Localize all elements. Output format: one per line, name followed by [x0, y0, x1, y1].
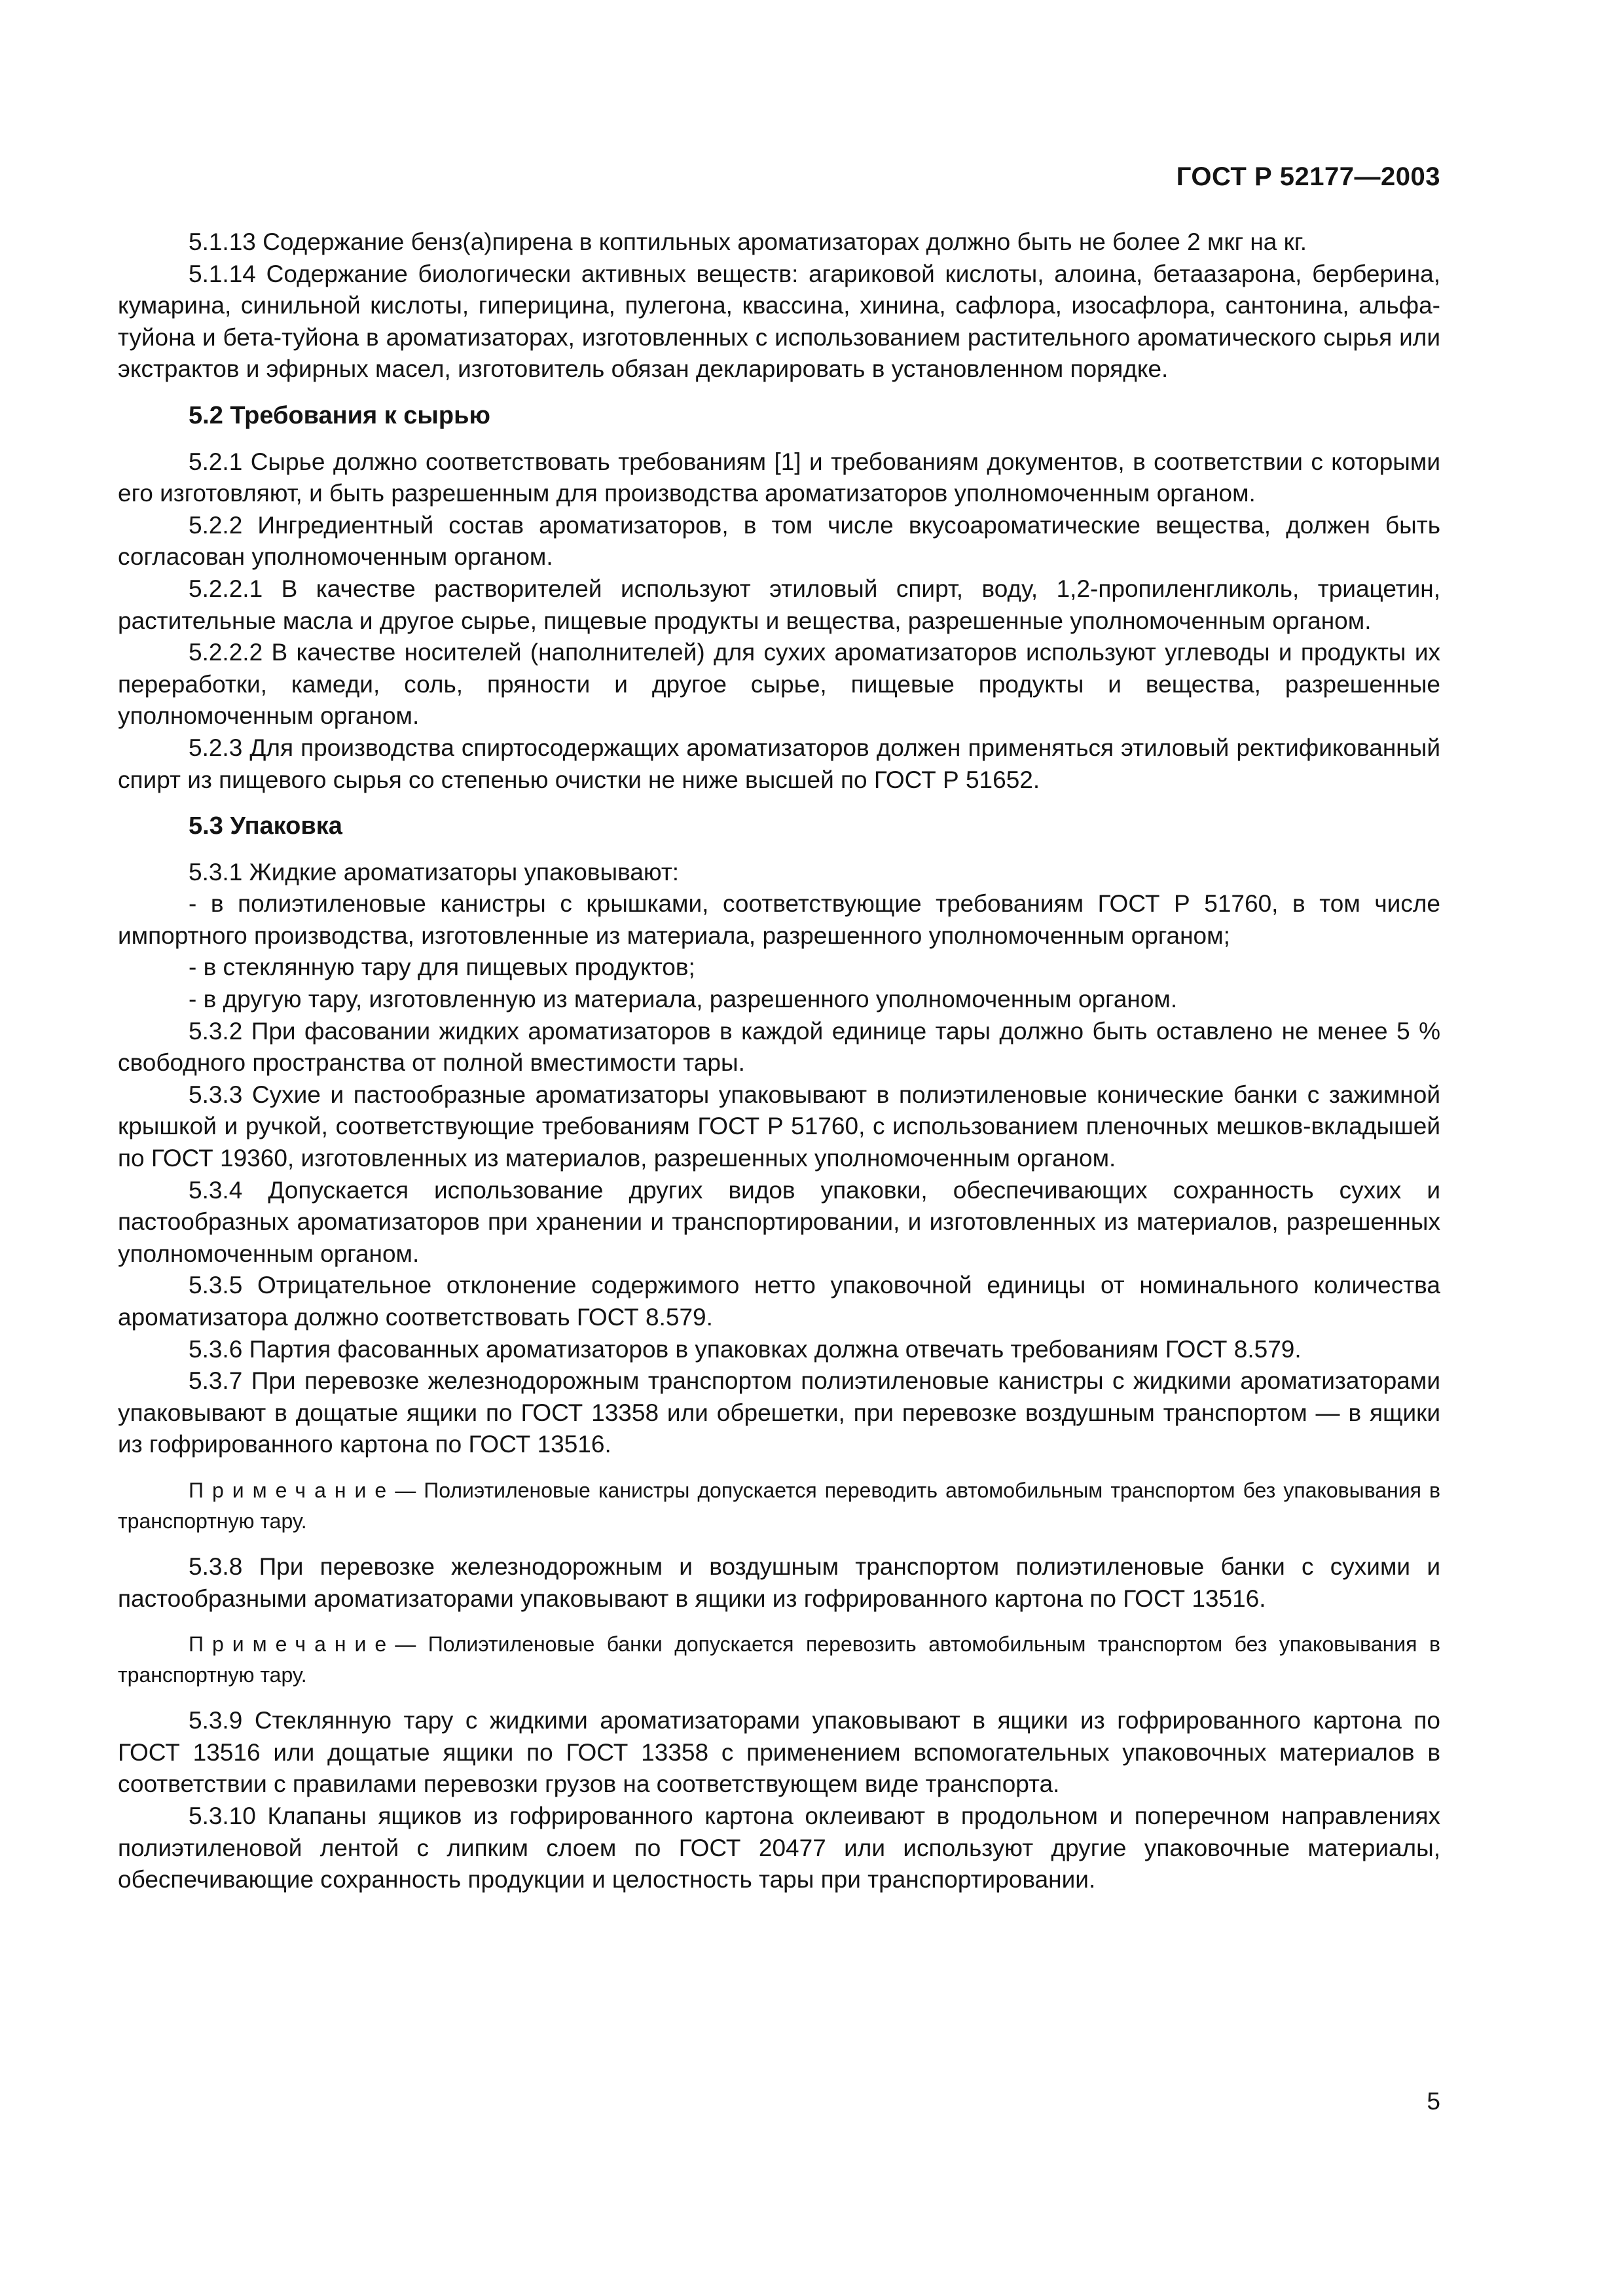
clause-5-3-1-item-c: - в другую тару, изготовленную из материала, разрешенного уполномоченным органом.: [189, 986, 1178, 1013]
note-1: [118, 1475, 1440, 1537]
clause-5-2-2: 5.2.2 Ингредиентный состав ароматизаторов, в том числе вкусоароматические вещества, должен быть согласован уполномоченным органом.: [118, 511, 1440, 571]
clause-5-3-8: 5.3.8 При перевозке железнодорожным и воздушным транспортом полиэтиленовые банки с сухими и пастообразными ароматизаторами упаковывают в ящики из гофрированного картона по ГОСТ 13516.: [118, 1552, 1440, 1612]
clause-5-3-9: 5.3.9 Стеклянную тару с жидкими ароматизаторами упаковывают в ящики из гофрированного картона по ГОСТ 13516 или дощатые ящики по ГОСТ 13358 с применением вспомогательных упаковочных материалов в соответствии с правилами перевозки грузов на соответствующем виде транспорта.: [118, 1707, 1440, 1798]
note-2-text: — Полиэтиленовые банки допускается перевозить автомобильным транспортом без упаковывания в транспортную тару.: [118, 1632, 1440, 1687]
clause-5-3-1-item-b: - в стеклянную тару для пищевых продуктов;: [189, 954, 695, 981]
clause-5-3-3: 5.3.3 Сухие и пастообразные ароматизаторы упаковывают в полиэтиленовые конические банки с зажимной крышкой и ручкой, соответствующие требованиям ГОСТ Р 51760, с использованием пленочных мешков-вкладышей по ГОСТ 19360, изготовленных из материалов, разрешенных уполномоченным органом.: [118, 1081, 1440, 1172]
clause-5-3-5: 5.3.5 Отрицательное отклонение содержимого нетто упаковочной единицы от номинального количества ароматизатора должно соответствовать ГОСТ 8.579.: [118, 1272, 1440, 1331]
section-heading-5-3: 5.3 Упаковка: [189, 812, 342, 840]
clause-5-2-1: 5.2.1 Сырье должно соответствовать требованиям [1] и требованиям документов, в соответствии с которыми его изготовляют, и быть разрешенным для производства ароматизаторов уполномоченным органом.: [118, 448, 1440, 507]
clause-5-2-2-2: 5.2.2.2 В качестве носителей (наполнителей) для сухих ароматизаторов используют углеводы и продукты их переработки, камеди, соль, пряности и другое сырье, пищевые продукты и вещества, разрешенные уполномоченным органом.: [118, 639, 1440, 730]
note-1-label: Примечание: [189, 1478, 395, 1502]
clause-5-3-1-item-a: - в полиэтиленовые канистры с крышками, соответствующие требованиям ГОСТ Р 51760, в том числе импортного производства, изготовленные из материала, разрешенного уполномоченным органом;: [118, 890, 1440, 949]
note-2: [118, 1629, 1440, 1691]
section-heading-5-2: 5.2 Требования к сырью: [189, 401, 490, 429]
clause-5-3-6: 5.3.6 Партия фасованных ароматизаторов в упаковках должна отвечать требованиям ГОСТ 8.579.: [189, 1335, 1302, 1363]
clause-5-3-7: 5.3.7 При перевозке железнодорожным транспортом полиэтиленовые канистры с жидкими ароматизаторами упаковывают в дощатые ящики по ГОСТ 13358 или обрешетки, при перевозке воздушным транспортом — в ящики из гофрированного картона по ГОСТ 13516.: [118, 1367, 1440, 1458]
clause-5-1-13: 5.1.13 Содержание бенз(а)пирена в коптильных ароматизаторах должно быть не более 2 мкг на кг.: [189, 228, 1307, 255]
document-body: [118, 226, 1440, 1896]
clause-5-1-14: 5.1.14 Содержание биологически активных веществ: агариковой кислоты, алоина, бетаазарона, берберина, кумарина, синильной кислоты, гиперицина, пулегона, квассина, хинина, сафлора, изосафлора, сантонина, альфа-туйона и бета-туйона в ароматизаторах, изготовленных с использованием растительного ароматического сырья или экстрактов и эфирных масел, изготовитель обязан декларировать в установленном порядке.: [118, 260, 1440, 383]
note-2-label: Примечание: [189, 1632, 395, 1657]
document-page: [118, 0, 1440, 2296]
document-header: ГОСТ Р 52177—2003: [1176, 162, 1440, 191]
page-number: 5: [1427, 2088, 1440, 2115]
clause-5-3-1: 5.3.1 Жидкие ароматизаторы упаковывают:: [189, 858, 680, 886]
clause-5-2-2-1: 5.2.2.1 В качестве растворителей используют этиловый спирт, воду, 1,2-пропиленгликоль, триацетин, растительные масла и другое сырье, пищевые продукты и вещества, разрешенные уполномоченным органом.: [118, 575, 1440, 634]
clause-5-3-4: 5.3.4 Допускается использование других видов упаковки, обеспечивающих сохранность сухих и пастообразных ароматизаторов при хранении и транспортировании, и изготовленных из материалов, разрешенных уполномоченным органом.: [118, 1176, 1440, 1267]
clause-5-2-3: 5.2.3 Для производства спиртосодержащих ароматизаторов должен применяться этиловый ректификованный спирт из пищевого сырья со степенью очистки не ниже высшей по ГОСТ Р 51652.: [118, 734, 1440, 793]
clause-5-3-10: 5.3.10 Клапаны ящиков из гофрированного картона оклеивают в продольном и поперечном направлениях полиэтиленовой лентой с липким слоем по ГОСТ 20477 или используют другие упаковочные материалы, обеспечивающие сохранность продукции и целостность тары при транспортировании.: [118, 1802, 1440, 1893]
clause-5-3-2: 5.3.2 При фасовании жидких ароматизаторов в каждой единице тары должно быть оставлено не менее 5 % свободного пространства от полной вместимости тары.: [118, 1017, 1440, 1077]
note-1-text: — Полиэтиленовые канистры допускается переводить автомобильным транспортом без упаковывания в транспортную тару.: [118, 1478, 1440, 1533]
